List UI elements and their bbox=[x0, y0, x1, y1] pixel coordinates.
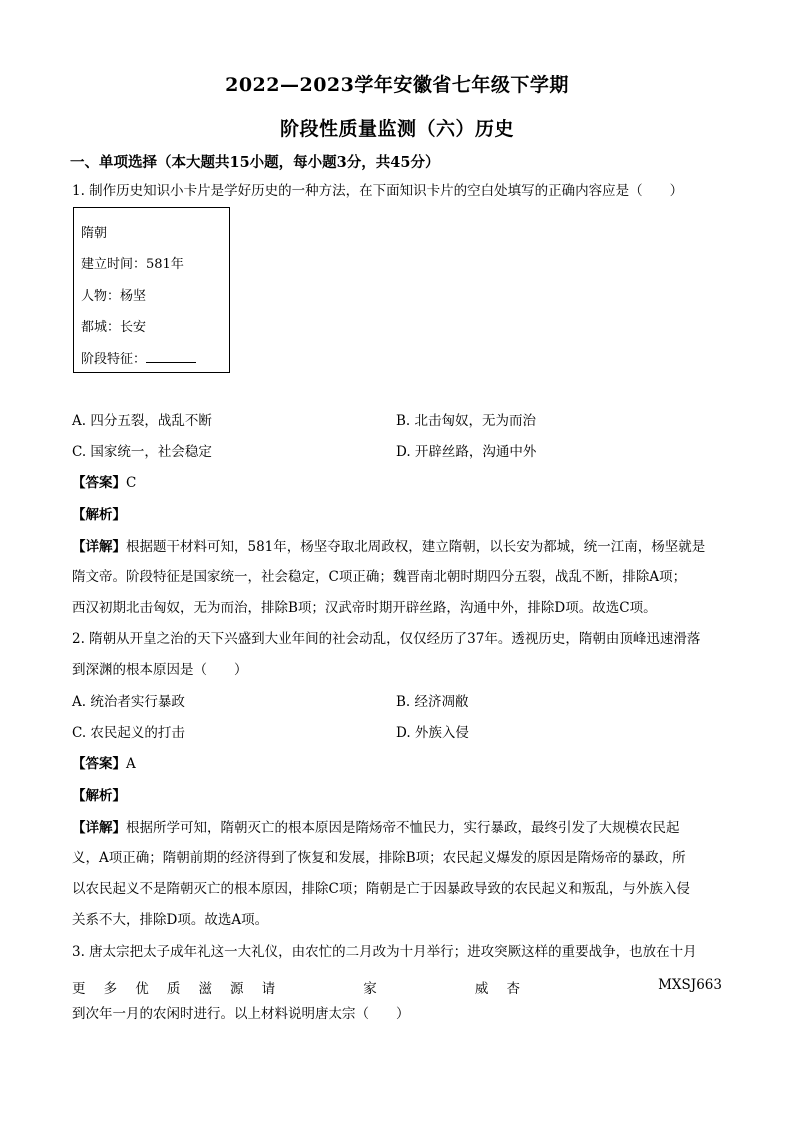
q1-option-d: D. 开辟丝路，沟通中外 bbox=[396, 444, 537, 460]
q2-option-a: A. 统治者实行暴政 bbox=[72, 694, 185, 710]
card-person: 人物：杨坚 bbox=[81, 289, 147, 304]
q2-option-b: B. 经济凋敝 bbox=[396, 694, 469, 710]
card-feature bbox=[81, 348, 196, 367]
card-feature-blank bbox=[146, 352, 196, 363]
q2-detail-tag: 【详解】 bbox=[72, 820, 126, 836]
q1-answer-value: C bbox=[126, 475, 137, 491]
q3-stem-line1: 3. 唐太宗把太子成年礼这一大礼仪，由农忙的二月改为十月举行；进攻突厥这样的重要战争，也放在十月 bbox=[72, 944, 697, 960]
q1-analysis-tag: 【解析】 bbox=[72, 507, 126, 523]
q2-detail-line1 bbox=[72, 822, 680, 836]
q2-analysis-tag: 【解析】 bbox=[72, 788, 126, 804]
knowledge-card bbox=[73, 207, 230, 373]
q2-option-d: D. 外族入侵 bbox=[396, 725, 469, 741]
page-title-line2: 阶段性质量监测（六）历史 bbox=[279, 118, 514, 140]
watermark-char: 优 bbox=[135, 981, 149, 997]
card-feature-label: 阶段特征： bbox=[81, 352, 147, 367]
q1-detail-line2: 隋文帝。阶段特征是国家统一，社会稳定，C项正确；魏晋南北朝时期四分五裂，战乱不断，排除A项； bbox=[72, 569, 687, 585]
watermark-char: 请 bbox=[261, 981, 276, 997]
section-heading: 一、单项选择（本大题共15小题，每小题3分，共45分） bbox=[70, 154, 440, 171]
q1-answer-tag: 【答案】 bbox=[72, 475, 126, 491]
watermark-char: 源 bbox=[230, 981, 244, 997]
q1-option-b: B. 北击匈奴，无为而治 bbox=[396, 413, 537, 429]
watermark-char: 家 bbox=[363, 981, 377, 997]
q1-answer bbox=[72, 477, 136, 491]
q1-option-a: A. 四分五裂，战乱不断 bbox=[72, 413, 212, 429]
watermark-line bbox=[72, 977, 722, 997]
watermark-char: 质 bbox=[166, 981, 181, 997]
watermark-char: 滋 bbox=[198, 981, 212, 997]
q2-answer bbox=[72, 758, 136, 772]
card-capital: 都城：长安 bbox=[81, 320, 147, 335]
q1-stem: 1. 制作历史知识小卡片是学好历史的一种方法，在下面知识卡片的空白处填写的正确内容应是（ ） bbox=[72, 183, 684, 199]
q1-detail-text1: 根据题干材料可知，581年，杨坚夺取北周政权，建立隋朝，以长安为都城，统一江南，杨坚就是 bbox=[126, 539, 706, 555]
q2-option-c: C. 农民起义的打击 bbox=[72, 725, 185, 741]
card-founded: 建立时间：581年 bbox=[81, 257, 184, 272]
watermark-char: 威 bbox=[474, 981, 489, 997]
q2-answer-tag: 【答案】 bbox=[72, 756, 126, 772]
q1-detail-line3: 西汉初期北击匈奴，无为而治，排除B项；汉武帝时期开辟丝路，沟通中外，排除D项。故选C项。 bbox=[72, 600, 657, 616]
q1-option-c: C. 国家统一，社会稳定 bbox=[72, 444, 212, 460]
watermark-code: MXSJ663 bbox=[658, 977, 722, 993]
watermark-char: 杏 bbox=[506, 981, 520, 997]
q2-detail-line4: 关系不大，排除D项。故选A项。 bbox=[72, 912, 269, 928]
q2-stem-line2: 到深渊的根本原因是（ ） bbox=[72, 662, 248, 678]
q1-detail-tag: 【详解】 bbox=[72, 539, 126, 555]
q2-detail-text1: 根据所学可知，隋朝灭亡的根本原因是隋炀帝不恤民力，实行暴政，最终引发了大规模农民起 bbox=[126, 820, 680, 836]
q2-stem-line1: 2. 隋朝从开皇之治的天下兴盛到大业年间的社会动乱，仅仅经历了37年。透视历史，隋朝由顶峰迅速滑落 bbox=[72, 631, 701, 647]
card-title: 隋朝 bbox=[81, 226, 108, 241]
q2-detail-line3: 以农民起义不是隋朝灭亡的根本原因，排除C项；隋朝是亡于因暴政导致的农民起义和叛乱，与外族入侵 bbox=[72, 881, 690, 897]
watermark-char: 更 bbox=[72, 981, 86, 997]
q2-detail-line2: 义，A项正确；隋朝前期的经济得到了恢复和发展，排除B项；农民起义爆发的原因是隋炀帝的暴政，所 bbox=[72, 850, 686, 866]
q3-stem-line2: 到次年一月的农闲时进行。以上材料说明唐太宗（ ） bbox=[72, 1006, 410, 1022]
q1-detail-line1 bbox=[72, 541, 705, 555]
q2-answer-value: A bbox=[126, 756, 136, 772]
page-title-line1: 2022—2023学年安徽省七年级下学期 bbox=[225, 74, 569, 96]
watermark-char: 多 bbox=[103, 981, 118, 997]
